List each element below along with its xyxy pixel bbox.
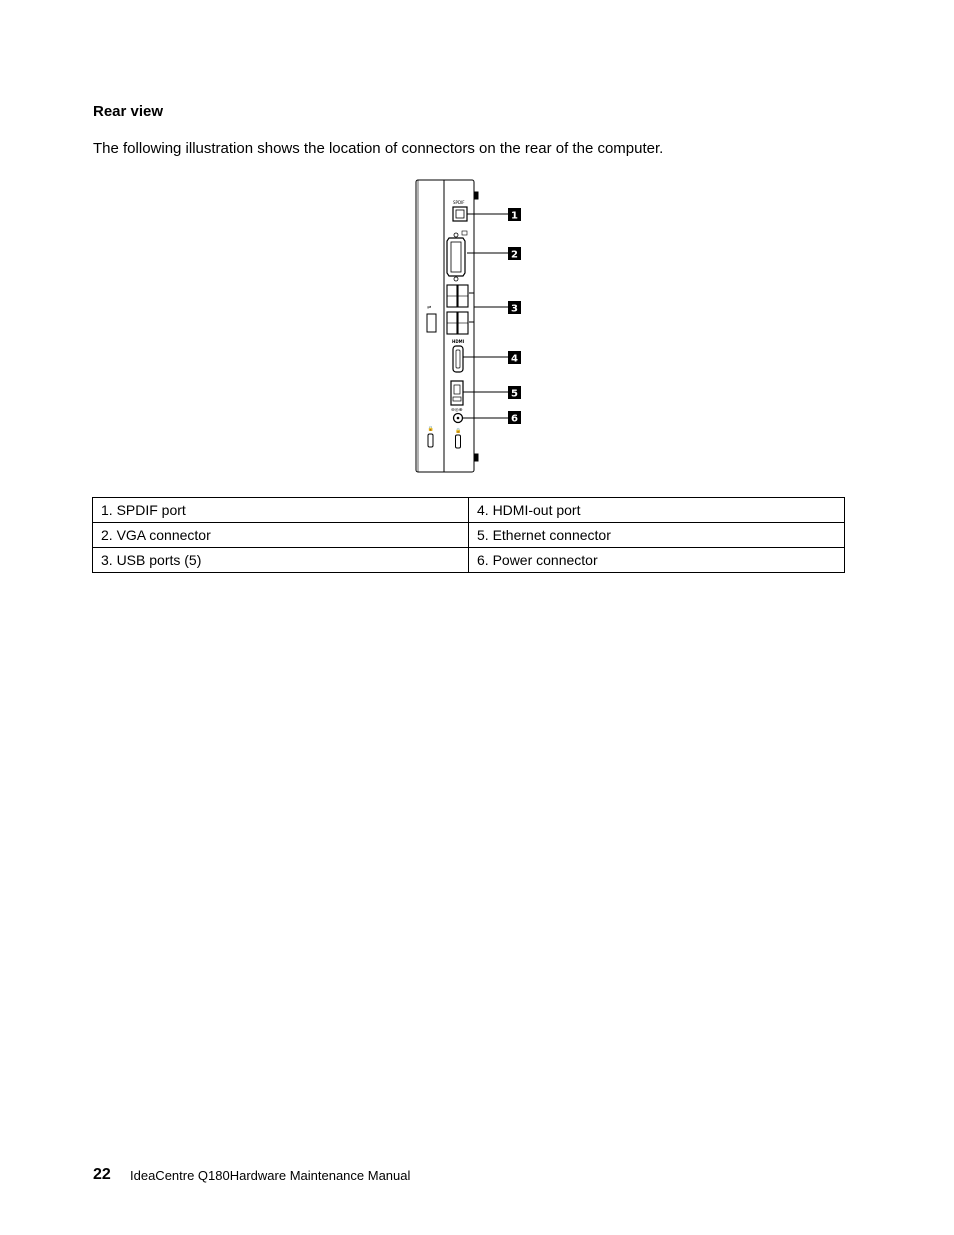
callout-leaders <box>463 214 508 418</box>
connector-legend-table <box>92 497 845 573</box>
usb-ports <box>447 285 468 334</box>
right-lock-slot <box>456 435 461 448</box>
front-usb-port <box>427 314 436 332</box>
front-usb-icon: ⇌ <box>427 305 432 311</box>
page-number: 22 <box>93 1166 111 1183</box>
callout-3: 3 <box>511 303 518 315</box>
legend-cell: 3. USB ports (5) <box>93 548 469 573</box>
spdif-port <box>453 207 467 221</box>
footer-title: IdeaCentre Q180Hardware Maintenance Manual <box>130 1168 411 1183</box>
callout-1: 1 <box>511 210 518 222</box>
ethernet-port <box>451 381 463 405</box>
right-lock-icon: 🔒 <box>455 428 462 434</box>
legend-cell: 6. Power connector <box>469 548 845 573</box>
callout-6: 6 <box>511 413 518 425</box>
callout-4: 4 <box>511 353 518 365</box>
spdif-label: SPDIF <box>453 200 465 205</box>
hdmi-label: HDMI <box>452 339 465 344</box>
vga-connector <box>447 238 465 276</box>
callout-5: 5 <box>511 388 518 400</box>
power-polarity-icon: ⊖◎⊕ <box>451 408 463 413</box>
legend-cell: 2. VGA connector <box>93 523 469 548</box>
table-row <box>93 523 845 548</box>
table-row <box>93 548 845 573</box>
left-lock-slot <box>428 434 433 447</box>
callout-2: 2 <box>511 249 518 261</box>
legend-cell: 1. SPDIF port <box>93 498 469 523</box>
left-lock-icon: 🔒 <box>427 426 434 432</box>
legend-cell: 5. Ethernet connector <box>469 523 845 548</box>
rear-view-illustration <box>400 176 540 476</box>
intro-paragraph: The following illustration shows the location of connectors on the rear of the computer. <box>93 140 664 157</box>
section-heading: Rear view <box>93 103 164 120</box>
legend-cell: 4. HDMI-out port <box>469 498 845 523</box>
table-row <box>93 498 845 523</box>
